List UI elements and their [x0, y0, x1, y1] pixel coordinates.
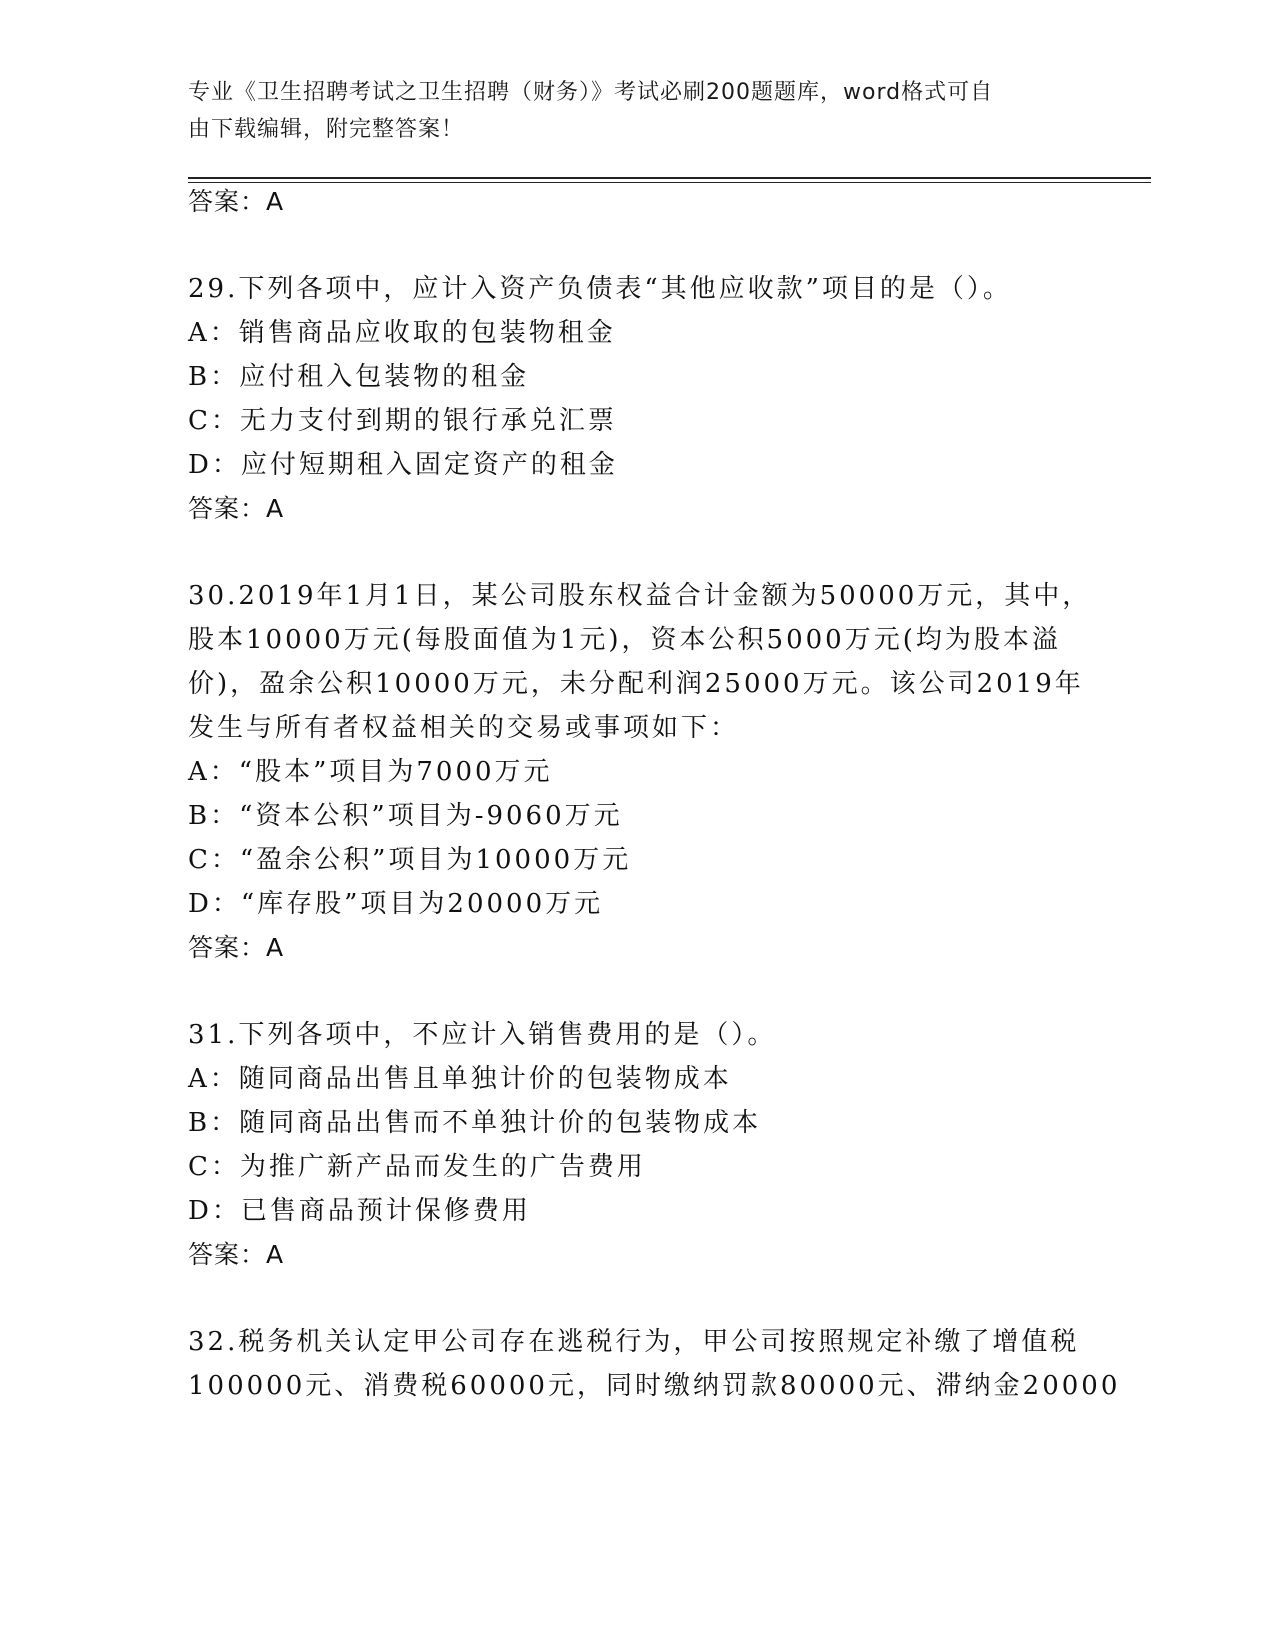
question-32-stem-line-1: 32.税务机关认定甲公司存在逃税行为，甲公司按照规定补缴了增值税	[188, 1327, 1080, 1357]
header-line-1: 专业《卫生招聘考试之卫生招聘（财务）》考试必刷200题题库，word格式可自	[188, 80, 994, 105]
header-divider-thin	[188, 182, 1151, 183]
question-30-stem-line-2: 股本10000万元(每股面值为1元)，资本公积5000万元(均为股本溢	[188, 625, 1061, 655]
question-31-option-b: B：随同商品出售而不单独计价的包装物成本	[188, 1108, 762, 1138]
question-29-answer: 答案：A	[188, 494, 285, 523]
question-31-option-d: D：已售商品预计保修费用	[188, 1196, 531, 1226]
question-32-stem-line-2: 100000元、消费税60000元，同时缴纳罚款80000元、滞纳金20000	[188, 1371, 1121, 1401]
question-30-stem-line-3: 价)，盈余公积10000万元，未分配利润25000万元。该公司2019年	[188, 669, 1084, 699]
header-line-2: 由下载编辑，附完整答案！	[188, 117, 465, 142]
header-divider-thick	[188, 177, 1151, 179]
question-29-option-b: B：应付租入包装物的租金	[188, 362, 530, 392]
question-30-option-d: D：“库存股”项目为20000万元	[188, 889, 604, 919]
question-30-stem-line-4: 发生与所有者权益相关的交易或事项如下：	[188, 713, 740, 743]
question-31-stem: 31.下列各项中，不应计入销售费用的是（）。	[188, 1020, 777, 1050]
document-header	[188, 74, 1068, 148]
question-30-stem-line-1: 30.2019年1月1日，某公司股东权益合计金额为50000万元，其中，	[188, 581, 1092, 611]
answer-previous: 答案：A	[188, 187, 285, 216]
question-30-answer: 答案：A	[188, 933, 285, 962]
question-31-option-a: A：随同商品出售且单独计价的包装物成本	[188, 1064, 732, 1094]
question-30-option-c: C：“盈余公积”项目为10000万元	[188, 845, 632, 875]
question-31-answer: 答案：A	[188, 1240, 285, 1269]
question-30-option-a: A：“股本”项目为7000万元	[188, 757, 553, 787]
question-29-stem: 29.下列各项中，应计入资产负债表“其他应收款”项目的是（）。	[188, 274, 1012, 304]
question-29-option-c: C：无力支付到期的银行承兑汇票	[188, 406, 617, 436]
question-29-option-a: A：销售商品应收取的包装物租金	[188, 318, 616, 348]
question-31-option-c: C：为推广新产品而发生的广告费用	[188, 1152, 646, 1182]
question-29-option-d: D：应付短期租入固定资产的租金	[188, 450, 618, 480]
question-30-option-b: B：“资本公积”项目为-9060万元	[188, 801, 623, 831]
